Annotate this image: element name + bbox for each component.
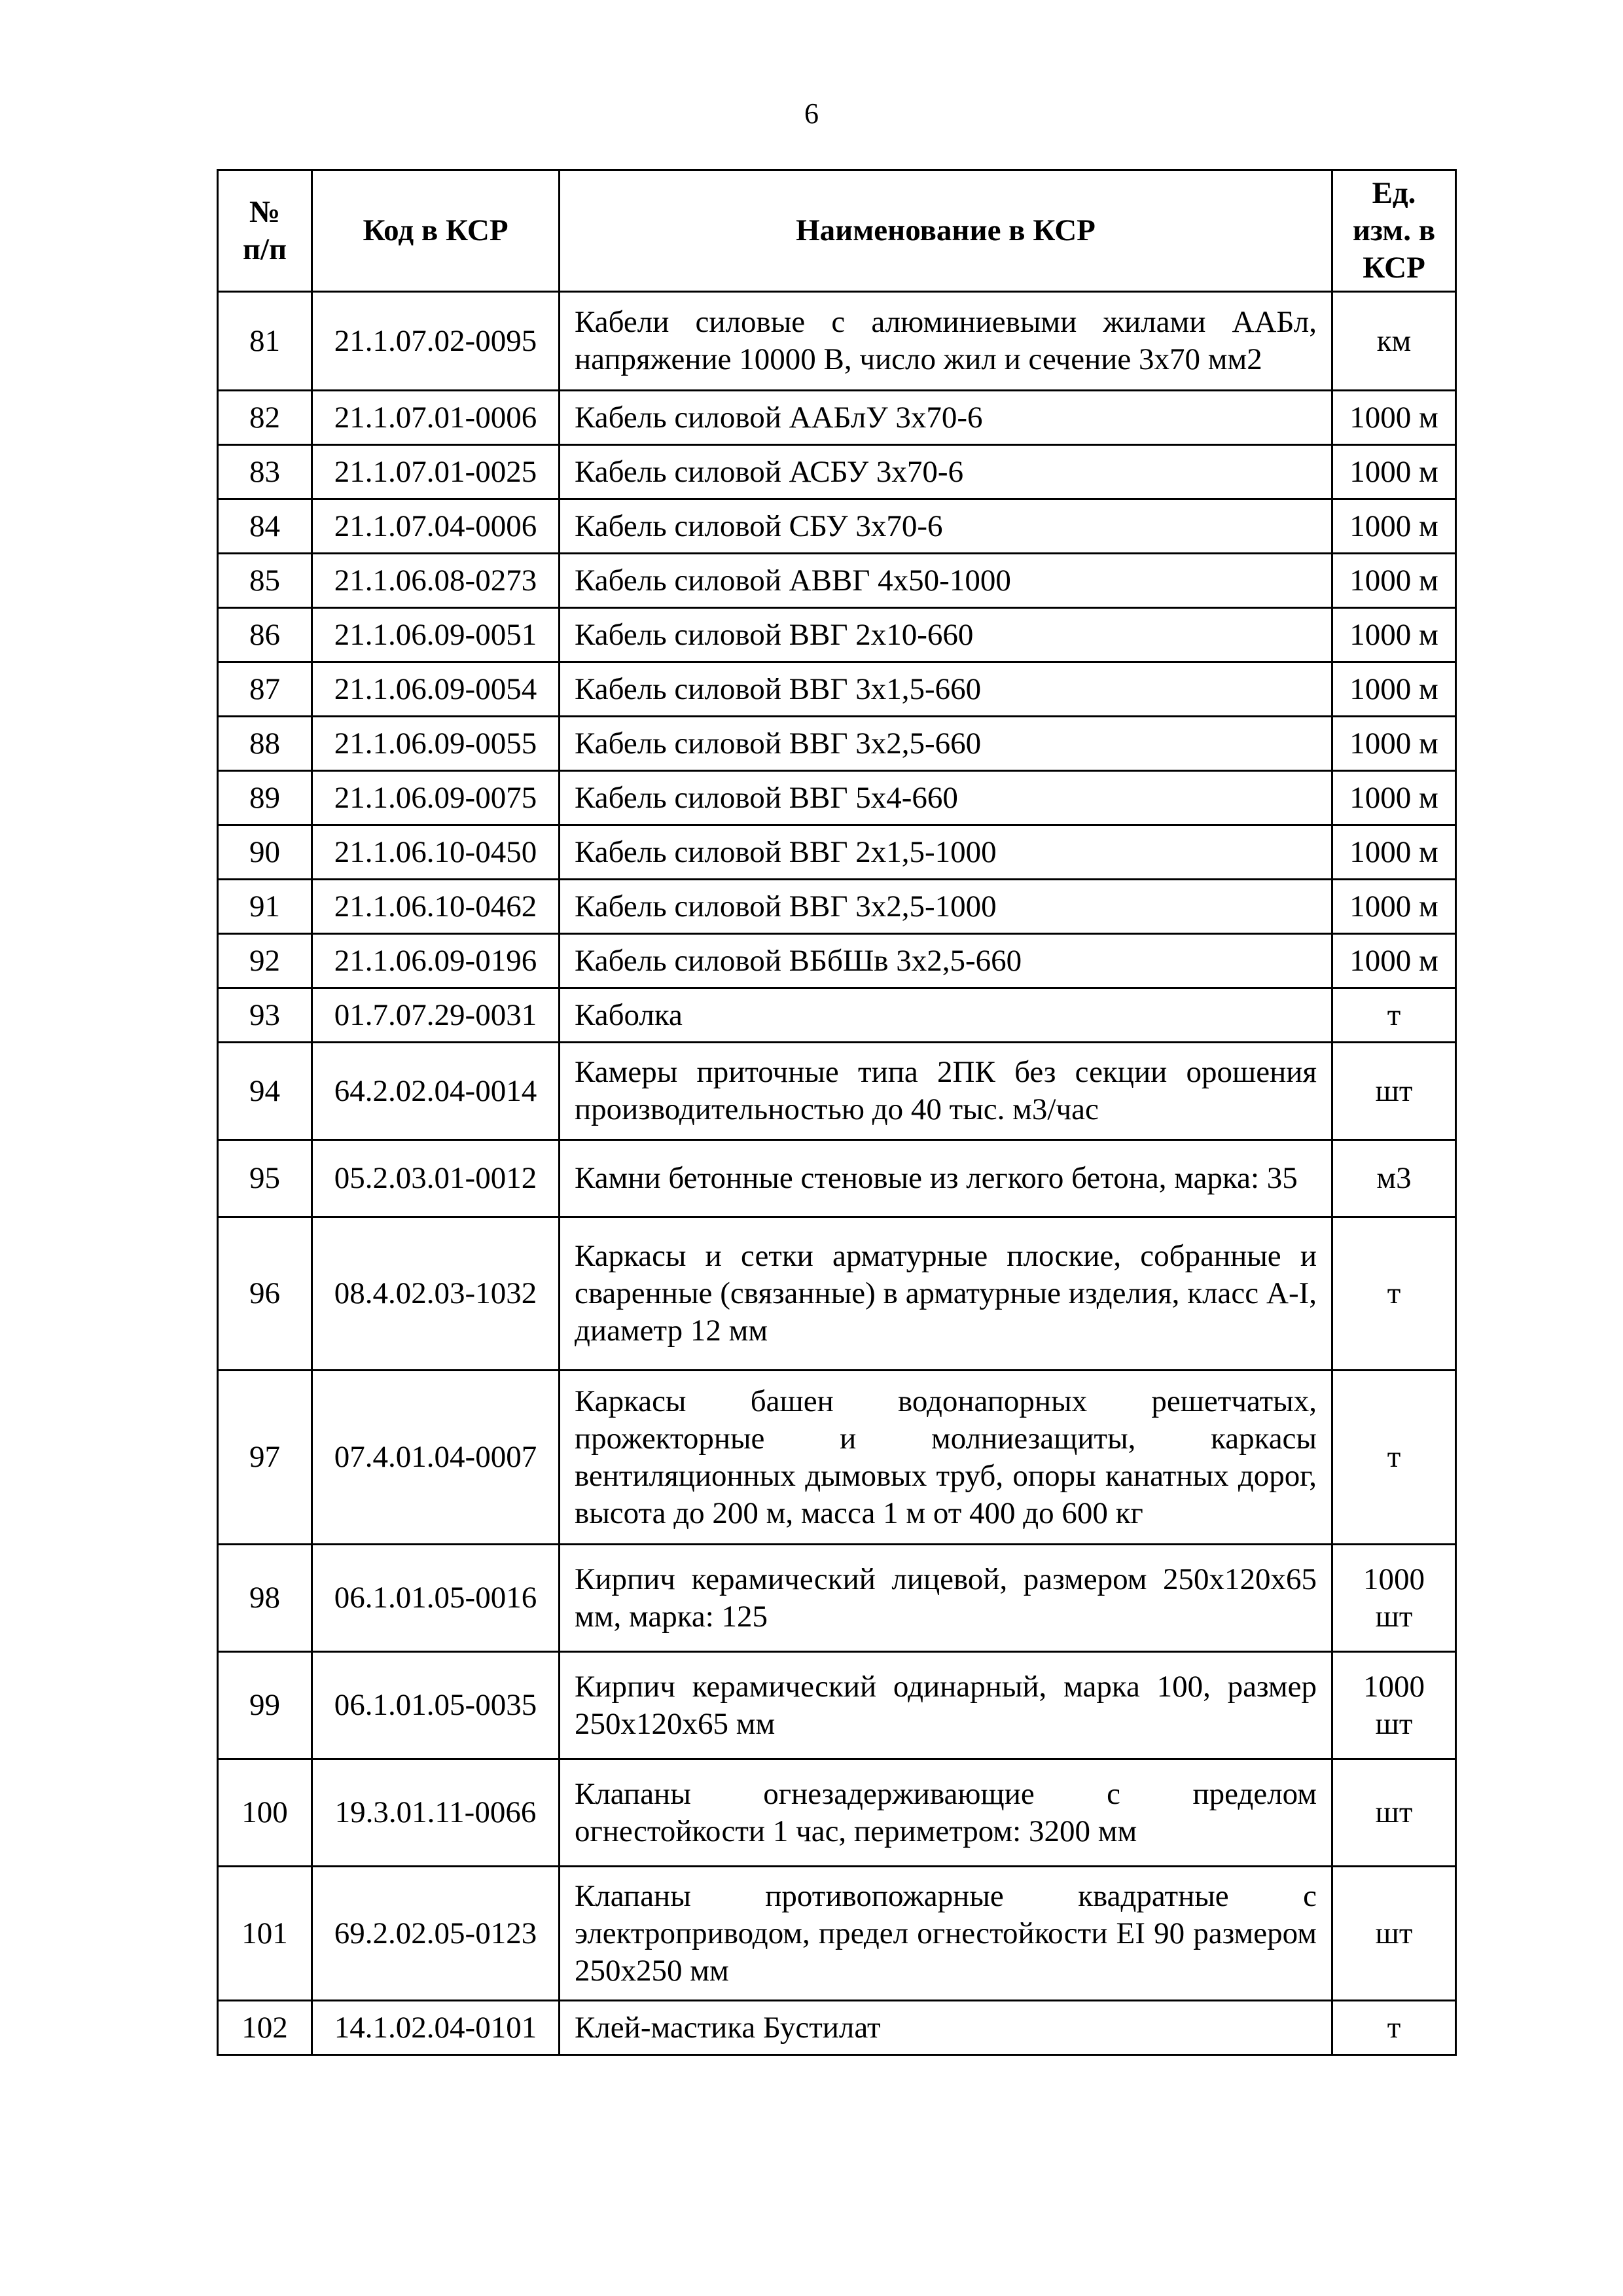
cell-name: Камни бетонные стеновые из легкого бетона, марка: 35 <box>560 1140 1332 1217</box>
cell-num: 98 <box>218 1545 312 1652</box>
cell-name: Кабель силовой ВБбШв 3х2,5-660 <box>560 934 1332 988</box>
cell-unit: 1000 м <box>1332 717 1456 771</box>
cell-num: 102 <box>218 2001 312 2055</box>
cell-code: 21.1.07.01-0025 <box>312 445 560 499</box>
cell-num: 94 <box>218 1043 312 1140</box>
cell-num: 83 <box>218 445 312 499</box>
table-row <box>218 391 1456 445</box>
cell-code: 05.2.03.01-0012 <box>312 1140 560 1217</box>
cell-num: 100 <box>218 1759 312 1867</box>
cell-unit: 1000 м <box>1332 391 1456 445</box>
cell-name: Камеры приточные типа 2ПК без секции орошения производительностью до 40 тыс. м3/час <box>560 1043 1332 1140</box>
table-row <box>218 499 1456 554</box>
cell-num: 81 <box>218 292 312 391</box>
cell-code: 19.3.01.11-0066 <box>312 1759 560 1867</box>
table-row <box>218 662 1456 717</box>
cell-num: 87 <box>218 662 312 717</box>
cell-unit: т <box>1332 1371 1456 1545</box>
cell-unit: км <box>1332 292 1456 391</box>
cell-name: Каболка <box>560 988 1332 1043</box>
table-row <box>218 608 1456 662</box>
cell-name: Кабели силовые с алюминиевыми жилами ААБл, напряжение 10000 В, число жил и сечение 3х70 мм2 <box>560 292 1332 391</box>
cell-name: Кабель силовой СБУ 3х70-6 <box>560 499 1332 554</box>
page-number: 6 <box>804 98 819 130</box>
cell-code: 08.4.02.03-1032 <box>312 1217 560 1371</box>
cell-name: Кабель силовой АСБУ 3х70-6 <box>560 445 1332 499</box>
cell-unit: 1000 м <box>1332 608 1456 662</box>
cell-code: 21.1.07.02-0095 <box>312 292 560 391</box>
table-row <box>218 1759 1456 1867</box>
cell-num: 95 <box>218 1140 312 1217</box>
cell-code: 21.1.06.09-0196 <box>312 934 560 988</box>
cell-code: 21.1.06.08-0273 <box>312 554 560 608</box>
table-row <box>218 988 1456 1043</box>
cell-num: 96 <box>218 1217 312 1371</box>
cell-num: 99 <box>218 1652 312 1759</box>
table-row <box>218 1217 1456 1371</box>
cell-code: 07.4.01.04-0007 <box>312 1371 560 1545</box>
cell-num: 85 <box>218 554 312 608</box>
cell-num: 93 <box>218 988 312 1043</box>
cell-name: Кирпич керамический одинарный, марка 100, размер 250х120х65 мм <box>560 1652 1332 1759</box>
header-unit: Ед. изм. в КСР <box>1332 170 1456 292</box>
cell-code: 69.2.02.05-0123 <box>312 1867 560 2001</box>
table-row <box>218 717 1456 771</box>
cell-code: 21.1.07.04-0006 <box>312 499 560 554</box>
cell-num: 101 <box>218 1867 312 2001</box>
table-row <box>218 880 1456 934</box>
cell-unit: шт <box>1332 1759 1456 1867</box>
cell-name: Клей-мастика Бустилат <box>560 2001 1332 2055</box>
cell-unit: 1000 м <box>1332 880 1456 934</box>
cell-unit: м3 <box>1332 1140 1456 1217</box>
cell-name: Кабель силовой АВВГ 4х50-1000 <box>560 554 1332 608</box>
header-name: Наименование в КСР <box>560 170 1332 292</box>
table-row <box>218 1545 1456 1652</box>
table-row <box>218 934 1456 988</box>
cell-name: Клапаны противопожарные квадратные с электроприводом, предел огнестойкости EI 90 размером 250х250 мм <box>560 1867 1332 2001</box>
cell-name: Кабель силовой ААБлУ 3х70-6 <box>560 391 1332 445</box>
header-num: № п/п <box>218 170 312 292</box>
table-row <box>218 825 1456 880</box>
cell-name: Кабель силовой ВВГ 3х2,5-660 <box>560 717 1332 771</box>
cell-num: 90 <box>218 825 312 880</box>
cell-unit: шт <box>1332 1043 1456 1140</box>
cell-code: 06.1.01.05-0016 <box>312 1545 560 1652</box>
cell-code: 64.2.02.04-0014 <box>312 1043 560 1140</box>
cell-num: 84 <box>218 499 312 554</box>
table-row <box>218 1140 1456 1217</box>
cell-name: Кабель силовой ВВГ 2х1,5-1000 <box>560 825 1332 880</box>
table-row <box>218 554 1456 608</box>
cell-name: Кабель силовой ВВГ 3х1,5-660 <box>560 662 1332 717</box>
cell-unit: т <box>1332 1217 1456 1371</box>
cell-unit: 1000 м <box>1332 771 1456 825</box>
cell-unit: т <box>1332 2001 1456 2055</box>
cell-code: 21.1.07.01-0006 <box>312 391 560 445</box>
cell-unit: 1000 м <box>1332 445 1456 499</box>
cell-code: 06.1.01.05-0035 <box>312 1652 560 1759</box>
cell-code: 01.7.07.29-0031 <box>312 988 560 1043</box>
cell-name: Клапаны огнезадерживающие с пределом огнестойкости 1 час, периметром: 3200 мм <box>560 1759 1332 1867</box>
cell-num: 92 <box>218 934 312 988</box>
cell-code: 21.1.06.09-0075 <box>312 771 560 825</box>
cell-name: Каркасы и сетки арматурные плоские, собранные и сваренные (связанные) в арматурные изделия, класс А-I, диаметр 12 мм <box>560 1217 1332 1371</box>
cell-num: 82 <box>218 391 312 445</box>
cell-num: 86 <box>218 608 312 662</box>
cell-name: Кирпич керамический лицевой, размером 250х120х65 мм, марка: 125 <box>560 1545 1332 1652</box>
cell-name: Кабель силовой ВВГ 3х2,5-1000 <box>560 880 1332 934</box>
cell-code: 21.1.06.10-0462 <box>312 880 560 934</box>
cell-code: 21.1.06.09-0054 <box>312 662 560 717</box>
cell-code: 14.1.02.04-0101 <box>312 2001 560 2055</box>
cell-unit: шт <box>1332 1867 1456 2001</box>
table-row <box>218 1043 1456 1140</box>
header-code: Код в КСР <box>312 170 560 292</box>
cell-num: 88 <box>218 717 312 771</box>
table-row <box>218 2001 1456 2055</box>
cell-unit: т <box>1332 988 1456 1043</box>
ksr-table <box>217 169 1457 2056</box>
table-row <box>218 771 1456 825</box>
cell-code: 21.1.06.09-0055 <box>312 717 560 771</box>
cell-unit: 1000 шт <box>1332 1652 1456 1759</box>
table-row <box>218 1867 1456 2001</box>
cell-num: 91 <box>218 880 312 934</box>
cell-num: 89 <box>218 771 312 825</box>
cell-unit: 1000 м <box>1332 934 1456 988</box>
cell-name: Каркасы башен водонапорных решетчатых, прожекторные и молниезащиты, каркасы вентиляционных дымовых труб, опоры канатных дорог, высота до 200 м, масса 1 м от 400 до 600 кг <box>560 1371 1332 1545</box>
table-row <box>218 292 1456 391</box>
table-header-row <box>218 170 1456 292</box>
cell-name: Кабель силовой ВВГ 2х10-660 <box>560 608 1332 662</box>
cell-unit: 1000 м <box>1332 662 1456 717</box>
cell-unit: 1000 м <box>1332 499 1456 554</box>
table-row <box>218 1371 1456 1545</box>
cell-unit: 1000 м <box>1332 825 1456 880</box>
table-row <box>218 1652 1456 1759</box>
cell-num: 97 <box>218 1371 312 1545</box>
cell-unit: 1000 м <box>1332 554 1456 608</box>
cell-code: 21.1.06.10-0450 <box>312 825 560 880</box>
cell-code: 21.1.06.09-0051 <box>312 608 560 662</box>
cell-unit: 1000 шт <box>1332 1545 1456 1652</box>
cell-name: Кабель силовой ВВГ 5х4-660 <box>560 771 1332 825</box>
table-row <box>218 445 1456 499</box>
